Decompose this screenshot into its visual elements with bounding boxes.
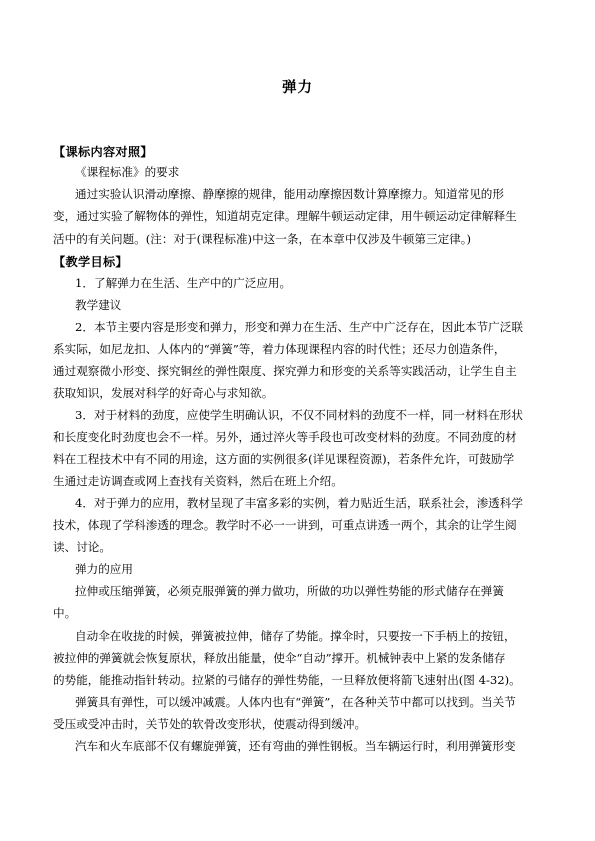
paragraph-line: 弹力的应用 bbox=[75, 562, 133, 576]
paragraph-line: 自动伞在收拢的时候，弹簧被拉伸，储存了势能。撑伞时，只要按一下手柄上的按钮， bbox=[75, 629, 516, 643]
paragraph-line: 和长度变化时劲度也会不一样。另外，通过淬火等手段也可改变材料的劲度。不同劲度的材 bbox=[53, 430, 517, 444]
page-title: 弹力 bbox=[282, 80, 313, 96]
paragraph-line: 4．对于弹力的应用，教材呈现了丰富多彩的实例，着力贴近生活，联系社会，渗透科学 bbox=[75, 496, 523, 510]
paragraph-line: 料在工程技术中有不同的用途，这方面的实例很多(详见课程资源)，若条件允许，可鼓励学 bbox=[53, 452, 515, 466]
paragraph-line: 中。 bbox=[53, 606, 77, 620]
paragraph-line: 2．本节主要内容是形变和弹力，形变和弹力在生活、生产中广泛存在，因此本节广泛联 bbox=[75, 320, 523, 334]
paragraph-line: 被拉伸的弹簧就会恢复原状，释放出能量，使伞“自动”撑开。机械钟表中上紧的发条储存 bbox=[53, 651, 506, 665]
paragraph-line: 生通过走访调查或网上查找有关资料，然后在班上介绍。 bbox=[53, 474, 343, 488]
paragraph-line: 获取知识，发展对科学的好奇心与求知欲。 bbox=[53, 386, 274, 400]
paragraph-line: 3．对于材料的劲度，应使学生明确认识，不仅不同材料的劲度不一样，同一材料在形状 bbox=[75, 408, 523, 422]
paragraph-line: 的势能，能推动指针转动。拉紧的弓储存的弹性势能，一旦释放便将箭飞速射出(图 4-32)。 bbox=[53, 673, 521, 687]
paragraph-line: 活中的有关问题。(注：对于(课程标准)中这一条，在本章中仅涉及牛顿第三定律。) bbox=[53, 232, 472, 246]
paragraph-line: 汽车和火车底部不仅有螺旋弹簧，还有弯曲的弹性钢板。当车辆运行时，利用弹簧形变 bbox=[75, 739, 516, 753]
paragraph-line: 受压或受冲击时，关节处的软骨改变形状，使震动得到缓冲。 bbox=[53, 717, 367, 731]
paragraph-line: 系实际，如尼龙扣、人体内的“弹簧”等，着力体现课程内容的时代性；还尽力创造条件， bbox=[53, 342, 506, 356]
paragraph-line: 拉伸或压缩弹簧，必须克服弹簧的弹力做功，所做的功以弹性势能的形式储存在弹簧 bbox=[75, 584, 504, 598]
paragraph-line: 弹簧具有弹性，可以缓冲减震。人体内也有“弹簧”，在各种关节中都可以找到。当关节 bbox=[75, 695, 516, 709]
section-heading-curriculum: 【课标内容对照】 bbox=[53, 145, 153, 159]
paragraph-line: 通过实验认识滑动摩擦、静摩擦的规律，能用动摩擦因数计算摩擦力。知道常见的形 bbox=[75, 187, 504, 201]
paragraph-line: 教学建议 bbox=[75, 298, 122, 312]
paragraph-line: 读、讨论。 bbox=[53, 540, 111, 554]
paragraph-line: 技术，体现了学科渗透的理念。教学时不必一一讲到，可重点讲透一两个，其余的让学生阅 bbox=[53, 518, 517, 532]
paragraph-line: 变，通过实验了解物体的弹性，知道胡克定律。理解牛顿运动定律，用牛顿运动定律解释生 bbox=[53, 209, 517, 223]
paragraph-line: 通过观察微小形变、探究铜丝的弹性限度、探究弹力和形变的关系等实践活动，让学生自主 bbox=[53, 364, 517, 378]
paragraph-line: 《课程标准》的要求 bbox=[75, 165, 180, 179]
paragraph-line: 1．了解弹力在生活、生产中的广泛应用。 bbox=[75, 276, 292, 290]
section-heading-objectives: 【教学目标】 bbox=[53, 255, 128, 269]
